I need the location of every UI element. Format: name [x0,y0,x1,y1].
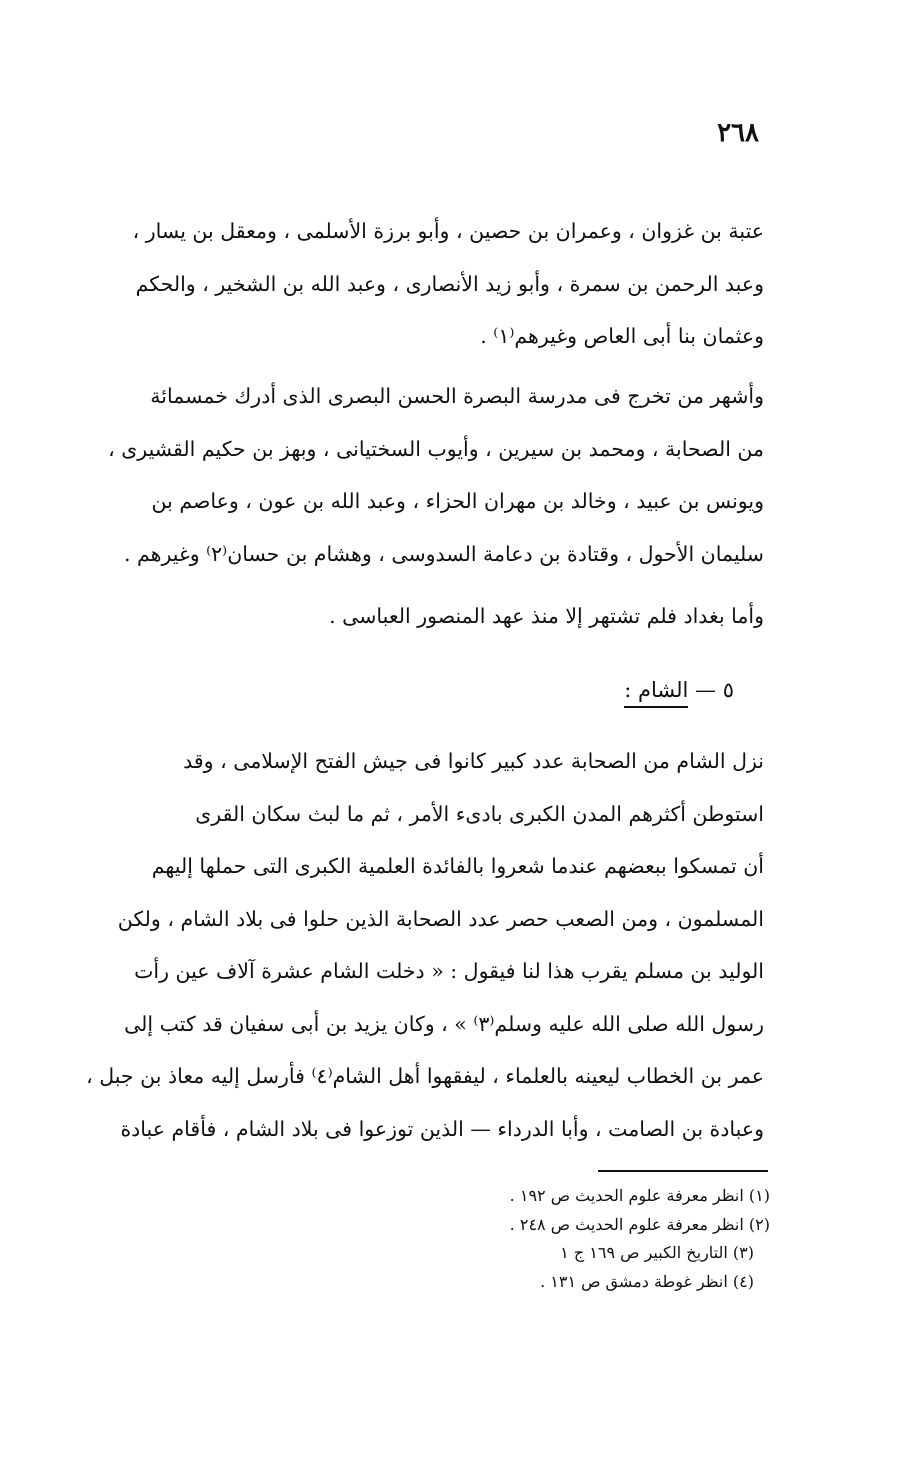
section-title: الشام : [624,678,688,708]
paragraph-baghdad [118,590,764,643]
text-line: عتبة بن غزوان ، وعمران بن حصين ، وأبو برزة الأسلمى ، ومعقل بن يسار ، [132,219,764,243]
text-line: عمر بن الخطاب ليعينه بالعلماء ، ليفقهوا أهل الشام⁽٤⁾ فأرسل إليه معاذ بن جبل ، [86,1064,764,1088]
text-line: المسلمون ، ومن الصعب حصر عدد الصحابة الذين حلوا فى بلاد الشام ، ولكن [117,906,764,931]
paragraph-sham [86,735,764,1155]
text-line: رسول الله صلى الله عليه وسلم⁽٣⁾ » ، وكان يزيد بن أبى سفيان قد كتب إلى [124,1011,764,1036]
text-line: نزل الشام من الصحابة عدد كبير كانوا فى جيش الفتح الإسلامى ، وقد [183,749,764,773]
section-heading [624,675,734,705]
text-line: وأشهر من تخرج فى مدرسة البصرة الحسن البصرى الذى أدرك خمسمائة [150,384,764,408]
page-number: ٢٦٨ [717,118,759,148]
footnote-2: (٢) انظر معرفة علوم الحديث ص ٢٤٨ . [509,1214,770,1234]
footnote-separator [598,1170,768,1172]
text-line: وعثمان بنا أبى العاص وغيرهم⁽١⁾ . [480,324,764,348]
footnote-1: (١) انظر معرفة علوم الحديث ص ١٩٢ . [509,1186,770,1205]
section-number: ٥ — [695,678,734,702]
text-line: من الصحابة ، ومحمد بن سيرين ، وأيوب السختيانى ، وبهز بن حكيم القشيرى ، [108,436,764,461]
paragraph-basra-school [108,370,764,580]
footnotes [300,1182,770,1296]
paragraph-basra-companions [118,205,764,363]
text-line: سليمان الأحول ، وقتادة بن دعامة السدوسى ، وهشام بن حسان⁽٢⁾ وغيرهم . [123,541,764,566]
text-line: وعبد الرحمن بن سمرة ، وأبو زيد الأنصارى ، وعبد الله بن الشخير ، والحكم [135,271,764,296]
text-line: وأما بغداد فلم تشتهر إلا منذ عهد المنصور العباسى . [329,604,764,628]
footnote-4: (٤) انظر غوطة دمشق ص ١٣١ . [540,1271,754,1291]
footnote-3: (٣) التاريخ الكبير ص ١٦٩ ج ١ [560,1243,754,1262]
text-line: ويونس بن عبيد ، وخالد بن مهران الحزاء ، وعبد الله بن عون ، وعاصم بن [151,489,764,513]
text-line: أن تمسكوا ببعضهم عندما شعروا بالفائدة العلمية الكبرى التى حملها إليهم [151,854,764,878]
text-line: الوليد بن مسلم يقرب هذا لنا فيقول : « دخلت الشام عشرة آلاف عين رأت [134,959,764,983]
text-line: وعبادة بن الصامت ، وأبا الدرداء — الذين توزعوا فى بلاد الشام ، فأقام عبادة [120,1116,764,1141]
text-line: استوطن أكثرهم المدن الكبرى بادىء الأمر ، ثم ما لبث سكان القرى [195,801,764,826]
